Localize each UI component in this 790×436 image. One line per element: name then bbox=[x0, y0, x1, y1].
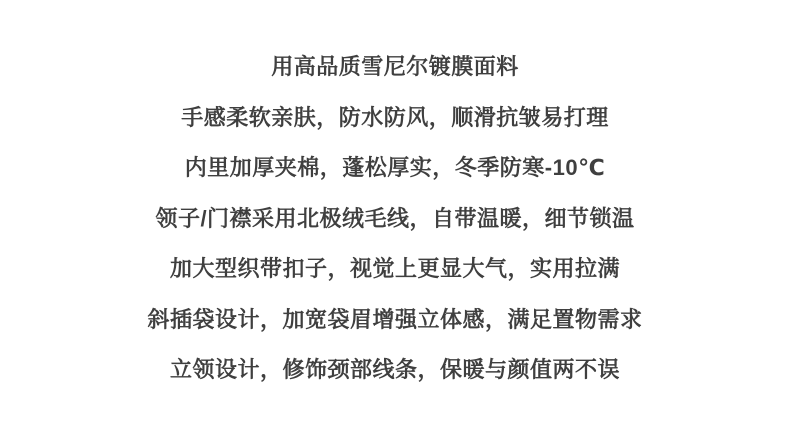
description-line-title: 用高品质雪尼尔镀膜面料 bbox=[271, 54, 519, 79]
description-line-collar-placket: 领子/门襟采用北极绒毛线，自带温暖，细节锁温 bbox=[155, 205, 635, 231]
description-line-stand-collar: 立领设计，修饰颈部线条，保暖与颜值两不误 bbox=[169, 357, 620, 382]
description-line-buttons: 加大型织带扣子，视觉上更显大气，实用拉满 bbox=[169, 256, 620, 281]
description-line-pockets: 斜插袋设计，加宽袋眉增强立体感，满足置物需求 bbox=[147, 306, 643, 332]
description-line-lining: 内里加厚夹棉，蓬松厚实，冬季防寒-10℃ bbox=[184, 155, 606, 180]
description-line-feel: 手感柔软亲肤，防水防风，顺滑抗皱易打理 bbox=[181, 104, 609, 130]
